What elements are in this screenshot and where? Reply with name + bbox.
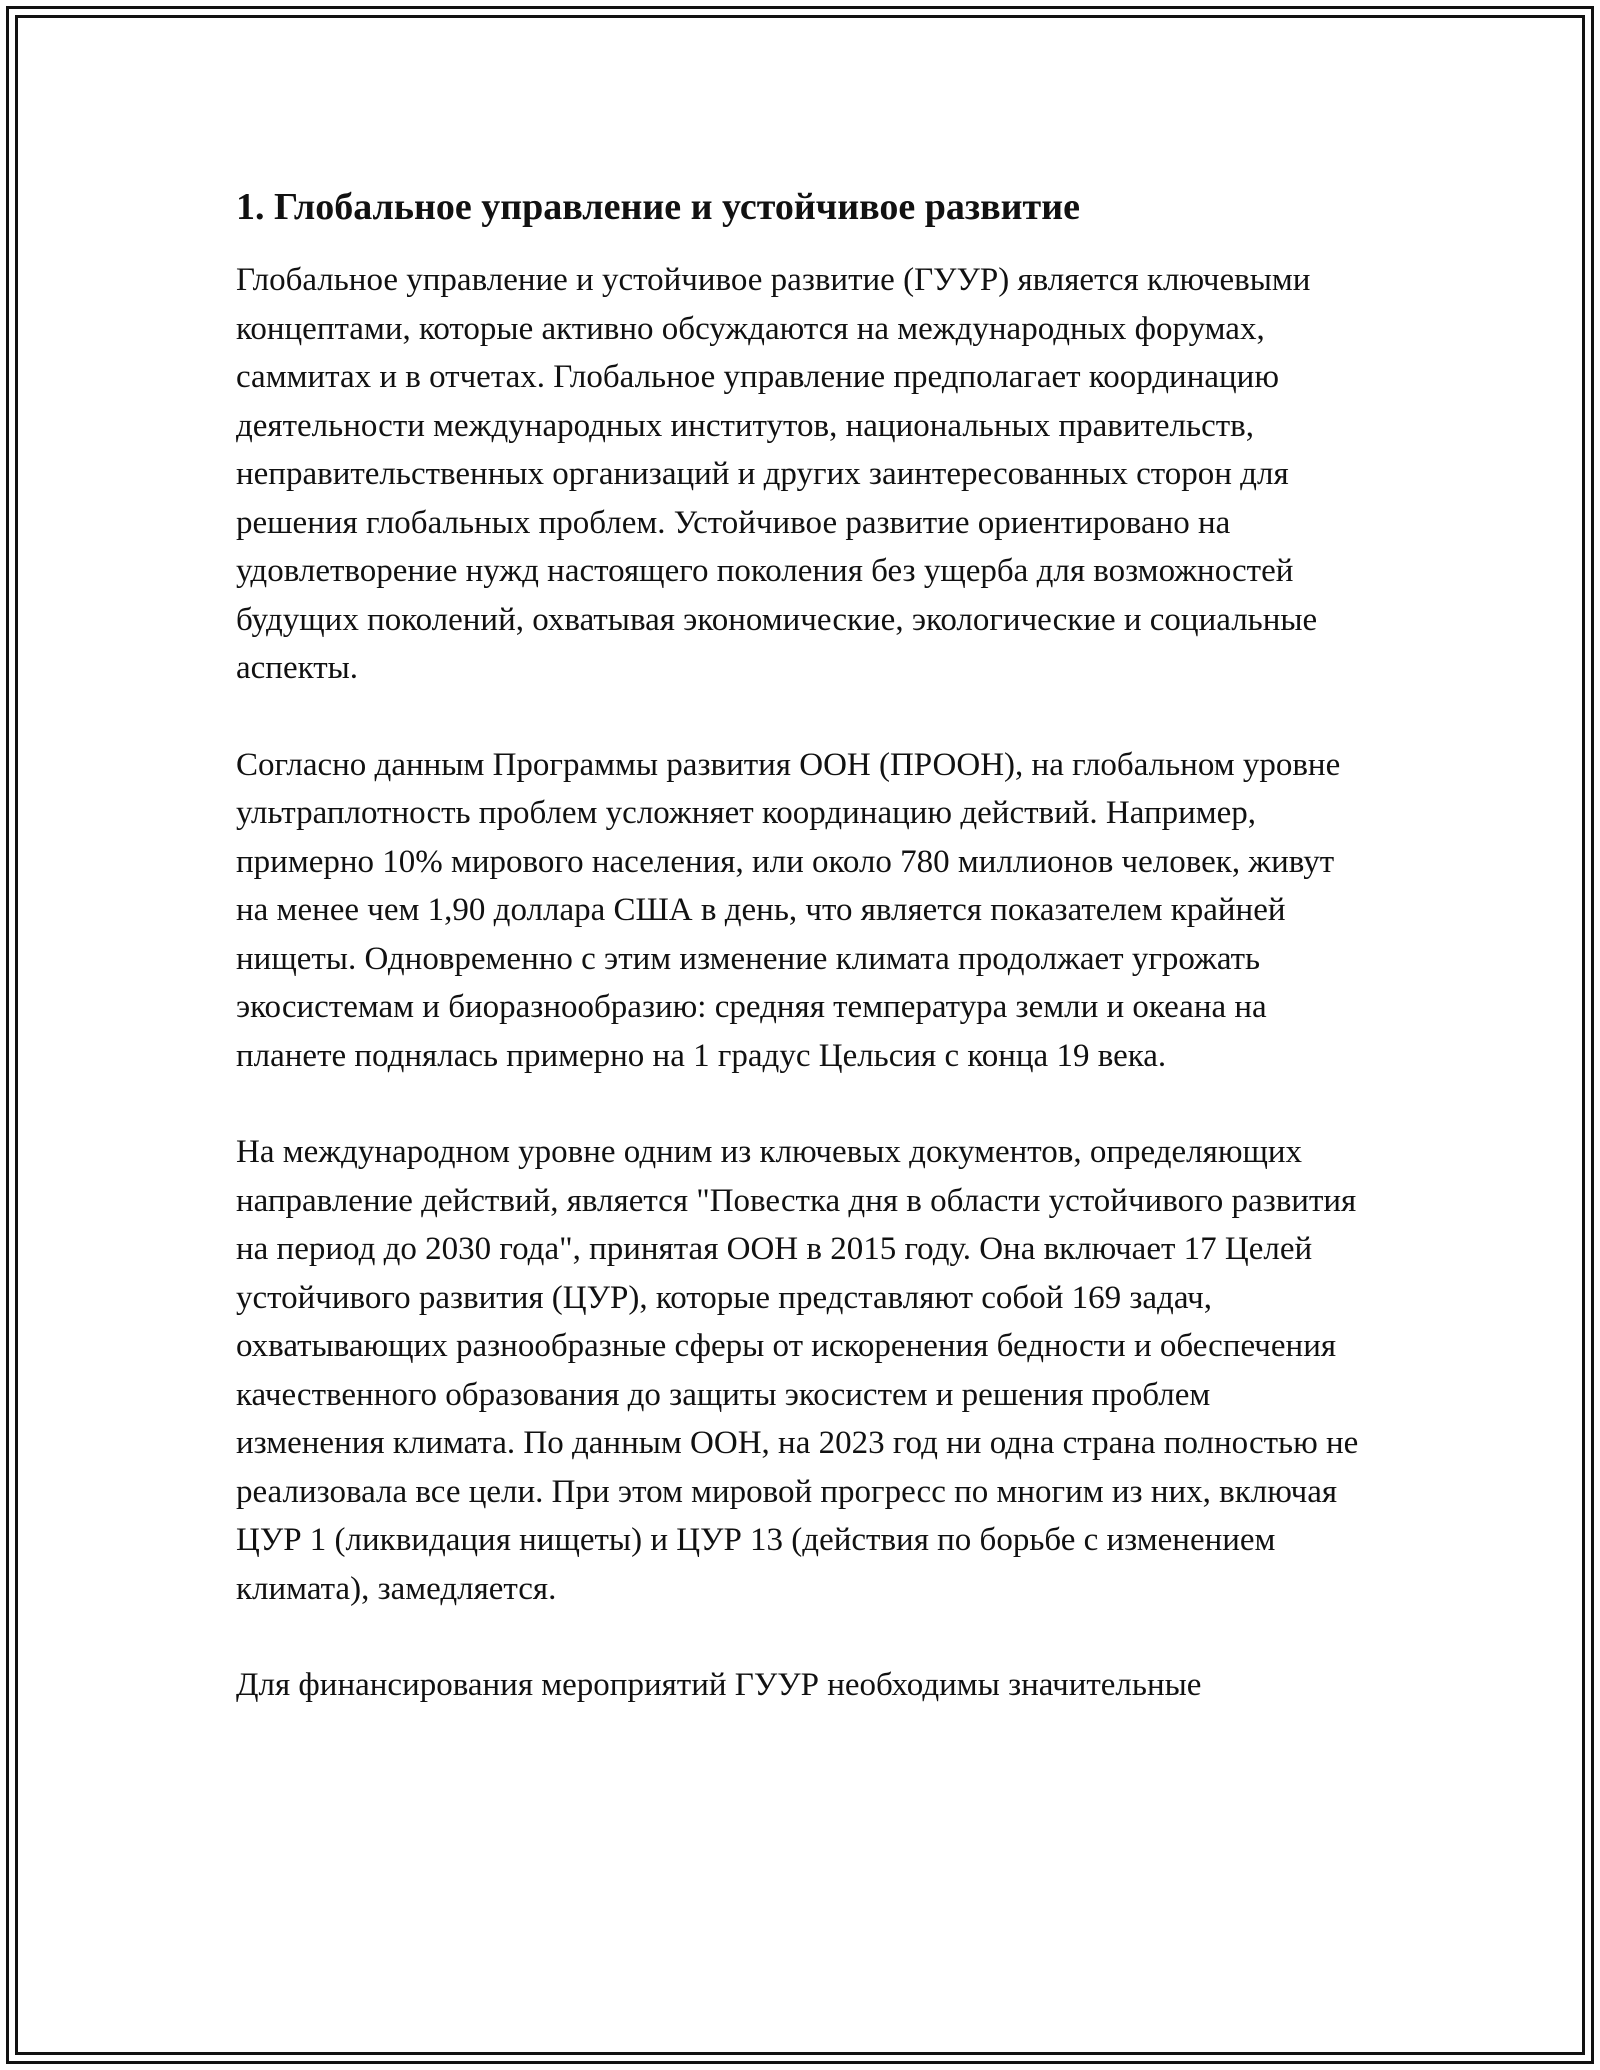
section-heading: 1. Глобальное управление и устойчивое развитие	[236, 186, 1080, 228]
paragraph-financing: Для финансирования мероприятий ГУУР необходимы значительные	[236, 1667, 1202, 1703]
paragraph-intro: Глобальное управление и устойчивое развитие (ГУУР) является ключевыми концептами, которые активно обсуждаются на международных форумах, саммитах и в отчетах. Глобальное управление предполагает координацию деятельности международных институтов, национальных правительств, неправительственных организаций и других заинтересованных сторон для решения глобальных проблем. Устойчивое развитие ориентировано на удовлетворение нужд настоящего поколения без ущерба для возможностей будущих поколений, охватывая экономические, экологические и социальные аспекты.	[236, 262, 1318, 686]
paragraph-agenda-2030: На международном уровне одним из ключевых документов, определяющих направление действий, является "Повестка дня в области устойчивого развития на период до 2030 года", принятая ООН в 2015 году. Она включает 17 Целей устойчивого развития (ЦУР), которые представляют собой 169 задач, охватывающих разнообразные сферы от искоренения бедности и обеспечения качественного образования до защиты экосистем и решения проблем изменения климата. По данным ООН, на 2023 год ни одна страна полностью не реализовала все цели. При этом мировой прогресс по многим из них, включая ЦУР 1 (ликвидация нищеты) и ЦУР 13 (действия по борьбе с изменением климата), замедляется.	[236, 1134, 1359, 1607]
document-body	[236, 184, 1366, 1758]
paragraph-undp-data: Согласно данным Программы развития ООН (ПРООН), на глобальном уровне ультраплотность проблем усложняет координацию действий. Например, примерно 10% мирового населения, или около 780 миллионов человек, живут на менее чем 1,90 доллара США в день, что является показателем крайней нищеты. Одновременно с этим изменение климата продолжает угрожать экосистемам и биоразнообразию: средняя температура земли и океана на планете поднялась примерно на 1 градус Цельсия с конца 19 века.	[236, 746, 1341, 1074]
